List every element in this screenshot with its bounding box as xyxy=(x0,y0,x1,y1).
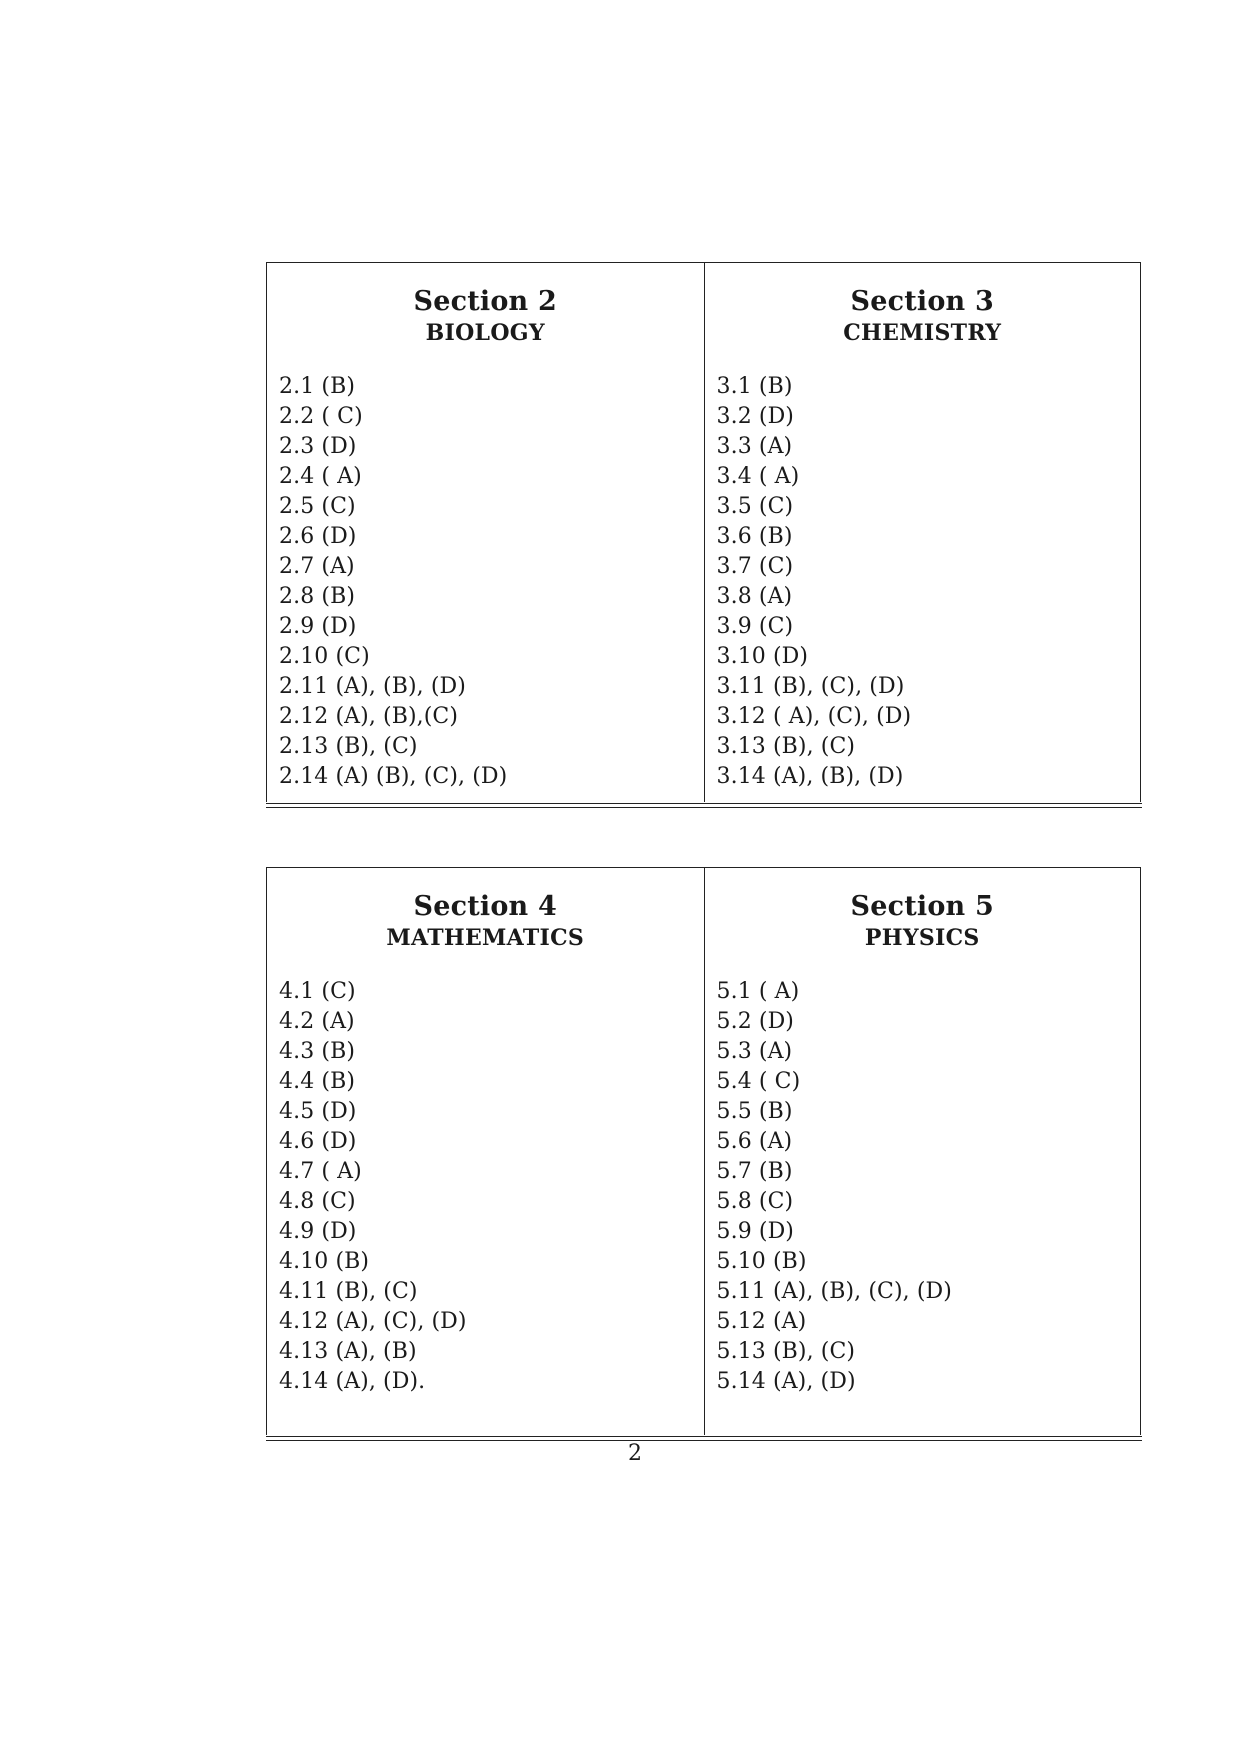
answer-key-table-sections-4-5 xyxy=(266,867,1141,1435)
answer-item: 4.7 ( A) xyxy=(279,1159,362,1184)
page-number: 2 xyxy=(628,1441,642,1466)
section-header xyxy=(717,286,1141,348)
section-2-column xyxy=(267,263,704,802)
section-subject: BIOLOGY xyxy=(425,320,545,346)
answer-item: 2.2 ( C) xyxy=(279,404,363,429)
answer-item: 4.12 (A), (C), (D) xyxy=(279,1309,467,1334)
answer-item: 2.13 (B), (C) xyxy=(279,734,418,759)
answer-item: 3.11 (B), (C), (D) xyxy=(716,674,905,699)
answer-key-table-sections-2-3 xyxy=(266,262,1141,802)
answer-item: 5.14 (A), (D) xyxy=(716,1369,856,1394)
answer-item: 5.11 (A), (B), (C), (D) xyxy=(716,1279,952,1304)
answer-list xyxy=(717,977,1141,1397)
answer-item: 5.4 ( C) xyxy=(716,1069,801,1094)
answer-item: 4.4 (B) xyxy=(279,1069,356,1094)
answer-item: 5.10 (B) xyxy=(716,1249,807,1274)
answer-item: 2.12 (A), (B),(C) xyxy=(279,704,459,729)
answer-item: 2.3 (D) xyxy=(279,434,357,459)
answer-item: 2.5 (C) xyxy=(279,494,356,519)
answer-item: 4.11 (B), (C) xyxy=(279,1279,418,1304)
answer-item: 5.13 (B), (C) xyxy=(716,1339,856,1364)
answer-item: 4.8 (C) xyxy=(279,1189,356,1214)
answer-item: 2.6 (D) xyxy=(279,524,357,549)
answer-item: 2.7 (A) xyxy=(279,554,355,579)
answer-item: 4.3 (B) xyxy=(279,1039,356,1064)
answer-item: 5.6 (A) xyxy=(716,1129,793,1154)
answer-item: 3.5 (C) xyxy=(716,494,794,519)
answer-item: 5.12 (A) xyxy=(716,1309,807,1334)
answer-item: 3.4 ( A) xyxy=(716,464,800,489)
answer-item: 3.6 (B) xyxy=(716,524,793,549)
section-header xyxy=(279,286,704,348)
answer-item: 4.9 (D) xyxy=(279,1219,357,1244)
section-subject: MATHEMATICS xyxy=(386,925,585,951)
answer-item: 5.9 (D) xyxy=(716,1219,794,1244)
answer-item: 2.11 (A), (B), (D) xyxy=(279,674,466,699)
answer-item: 4.2 (A) xyxy=(279,1009,355,1034)
answer-item: 3.7 (C) xyxy=(716,554,794,579)
section-subject: PHYSICS xyxy=(864,925,980,951)
answer-item: 2.4 ( A) xyxy=(279,464,362,489)
answer-item: 5.1 ( A) xyxy=(716,979,800,1004)
section-title: Section 3 xyxy=(850,286,994,317)
answer-item: 3.8 (A) xyxy=(716,584,793,609)
answer-item: 4.10 (B) xyxy=(279,1249,370,1274)
answer-item: 3.3 (A) xyxy=(716,434,793,459)
answer-item: 2.1 (B) xyxy=(279,374,356,399)
answer-item: 5.3 (A) xyxy=(716,1039,793,1064)
section-4-column xyxy=(267,868,704,1435)
section-subject: CHEMISTRY xyxy=(843,320,1002,346)
answer-list xyxy=(279,372,704,792)
section-title: Section 2 xyxy=(413,286,557,317)
section-header xyxy=(717,891,1141,953)
answer-item: 2.10 (C) xyxy=(279,644,370,669)
answer-item: 3.12 ( A), (C), (D) xyxy=(716,704,912,729)
answer-item: 4.1 (C) xyxy=(279,979,356,1004)
answer-item: 2.9 (D) xyxy=(279,614,357,639)
answer-item: 3.2 (D) xyxy=(716,404,794,429)
answer-item: 3.10 (D) xyxy=(716,644,809,669)
answer-item: 2.8 (B) xyxy=(279,584,356,609)
section-title: Section 5 xyxy=(850,891,994,922)
answer-item: 4.13 (A), (B) xyxy=(279,1339,417,1364)
answer-list xyxy=(717,372,1141,792)
answer-item: 3.14 (A), (B), (D) xyxy=(716,764,904,789)
answer-item: 5.8 (C) xyxy=(716,1189,794,1214)
answer-item: 3.1 (B) xyxy=(716,374,793,399)
answer-item: 2.14 (A) (B), (C), (D) xyxy=(279,764,508,789)
answer-item: 5.7 (B) xyxy=(716,1159,793,1184)
section-header xyxy=(279,891,704,953)
answer-item: 3.9 (C) xyxy=(716,614,794,639)
answer-item: 5.2 (D) xyxy=(716,1009,794,1034)
section-5-column xyxy=(704,868,1141,1435)
answer-item: 4.6 (D) xyxy=(279,1129,357,1154)
answer-item: 4.14 (A), (D). xyxy=(279,1369,426,1394)
answer-item: 5.5 (B) xyxy=(716,1099,793,1124)
section-3-column xyxy=(704,263,1141,802)
section-title: Section 4 xyxy=(413,891,557,922)
answer-item: 3.13 (B), (C) xyxy=(716,734,856,759)
answer-item: 4.5 (D) xyxy=(279,1099,357,1124)
answer-list xyxy=(279,977,704,1397)
